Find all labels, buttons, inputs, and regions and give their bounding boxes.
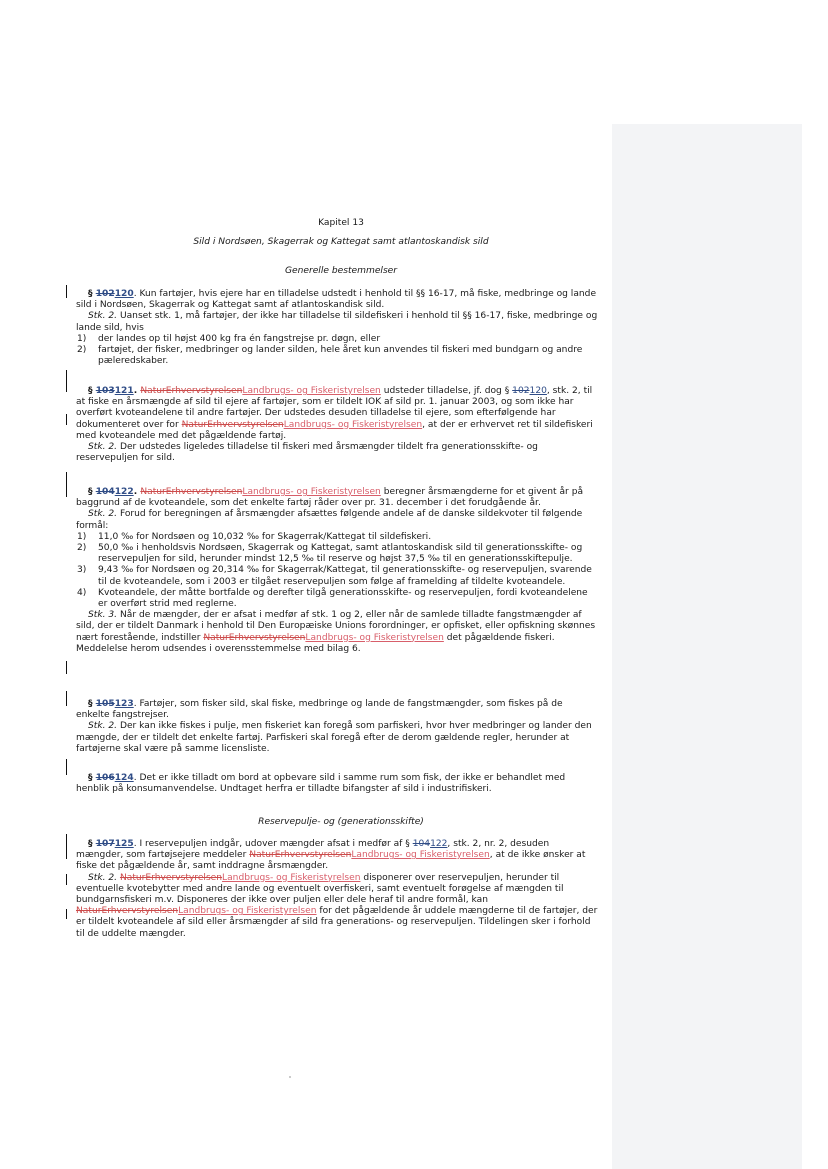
- chapter-subtitle: Sild i Nordsøen, Skagerrak og Kattegat samt atlantoskandisk sild: [193, 237, 489, 247]
- scan-speck: [289, 1076, 291, 1078]
- change-bar: [66, 909, 67, 919]
- list-item: 1) 11,0 ‰ for Nordsøen og 10,032 ‰ for Skagerrak/Kattegat til sildefiskeri.: [77, 531, 432, 542]
- paragraph-121: § 103121. NaturErhvervstyrelsenLandbrugs- og Fiskeristyrelsen udsteder tilladelse, jf. dog § 102120, stk. 2, til at fiske en årsmængde af sild til ejere af fartøjer, som er tildelt IOK af sild pr. 1. januar 2003, og som ikke har overført kvoteandelene til andre fartøjer. Der udstedes desuden tilladelse til ejere, som efterfølgende har dokumenteret over for NaturErhvervstyrelsenLandbrugs- og Fiskeristyrelsen, at der er erhvervet ret til sildefiskeri med kvoteandele med det pågældende fartøj. Stk. 2. Der udstedes ligeledes tilladelse til fiskeri med årsmængder tildelt fra generationsskifte- og reservepuljen for sild.: [76, 386, 593, 464]
- paragraph-120: § 102120. Kun fartøjer, hvis ejere har en tilladelse udstedt i henhold til §§ 16-17, må fiske, medbringe og lande sild i Nordsøen, Skagerrak og Kattegat samt af atlantoskandisk sild. Stk. 2. Uanset stk. 1, må fartøjer, der ikke har tilladelse til sildefiskeri i henhold til §§ 16-17, fiske, medbringe og lande sild, hvis 1) der landes op til højst 400 kg fra én fangstrejse pr. døgn, eller 2) fartøjet, der fisker, medbringer og lander silden, hele året kun anvendes til fiskeri med bundgarn og andre pæleredskaber.: [76, 289, 598, 367]
- change-bar: [66, 661, 67, 674]
- list-item: 3) 9,43 ‰ for Nordsøen og 20,314 ‰ for Skagerrak/Kattegat, til generationsskifte- og reservepuljen, svarende til de kvoteandele, som i 2003 er tilgået reservepuljen som følge af framelding af tildelte kvoteandele.: [77, 565, 592, 587]
- change-bar: [66, 691, 67, 706]
- paragraph-123: § 105123. Fartøjer, som fisker sild, skal fiske, medbringe og lande de fangstmængder, som fiskes på de enkelte fangstrejser. Stk. 2. Der kan ikke fiskes i pulje, men fiskeriet kan foregå som parfiskeri, hvor hver medbringer og lander den mængde, der er tildelt det enkelte fartøj. Parfiskeri skal foregå efter de derom gældende regler, herunder at fartøjerne skal være på samme licensliste.: [76, 699, 592, 754]
- list-item: 2) 50,0 ‰ i henholdsvis Nordsøen, Skagerrak og Kattegat, samt atlantoskandisk sild til generationsskifte- og reservepuljen for sild, herunder mindst 12,5 ‰ til reserve og højst 37,5 ‰ til en generationsskiftepulje.: [77, 543, 583, 565]
- change-bar: [66, 285, 67, 298]
- change-bar: [66, 834, 67, 859]
- exception-list: [76, 334, 598, 368]
- paragraph-124: § 106124. Det er ikke tilladt om bord at opbevare sild i samme rum som fisk, der ikke er behandlet med henblik på konsumanvendelse. Undtaget herfra er tilladte bifangster af sild i industrifiskeri.: [76, 773, 566, 795]
- list-item: 1) der landes op til højst 400 kg fra én fangstrejse pr. døgn, eller: [77, 333, 381, 344]
- chapter-title: Kapitel 13: [318, 218, 364, 228]
- markup-margin-pane: [612, 124, 802, 1169]
- change-bar: [66, 414, 67, 425]
- list-item: 2) fartøjet, der fisker, medbringer og lander silden, hele året kun anvendes til fiskeri med bundgarn og andre pæleredskaber.: [77, 345, 583, 367]
- change-bar: [66, 759, 67, 775]
- paragraph-122: § 104122. NaturErhvervstyrelsenLandbrugs- og Fiskeristyrelsen beregner årsmængderne for et givent år på baggrund af de kvoteandele, som det enkelte fartøj råder over pr. 31. december i det forudgående år. Stk. 2. Forud for beregningen af årsmængder afsættes følgende andele af de danske sildekvoter til følgende formål: 1) 11,0 ‰ for Nordsøen og 10,032 ‰ for Skagerrak/Kattegat til sildefiskeri. 2) 50,0 ‰ i henholdsvis Nordsøen, Skagerrak og Kattegat, samt atlantoskandisk sild til generationsskifte- og reservepuljen for sild, herunder mindst 12,5 ‰ til reserve og højst 37,5 ‰ til en generationsskiftepulje. 3) 9,43 ‰ for Nordsøen og 20,314 ‰ for Skagerrak/Kattegat, til generationsskifte- og reservepuljen, svarende til de kvoteandele, som i 2003 er tilgået reservepuljen som følge af framelding af tildelte kvoteandele. 4) Kvoteandele, der måtte bortfalde og derefter tilgå generationsskifte- og reservepuljen, fordi kvoteandelene er overført strid med reglerne. Stk. 3. Når de mængder, der er afsat i medfør af stk. 1 og 2, eller når de samlede tilladte fangstmængder af sild, der er tildelt Danmark i henhold til Den Europæiske Unions forordninger, er opfisket, eller opfiskning skønnes nært forestående, indstiller NaturErhvervstyrelsenLandbrugs- og Fiskeristyrelsen det pågældende fiskeri. Meddelelse herom udsendes i overensstemmelse med bilag 6.: [76, 487, 598, 655]
- list-item: 4) Kvoteandele, der måtte bortfalde og derefter tilgå generationsskifte- og reservepuljen, fordi kvoteandelene er overført strid med reglerne.: [77, 587, 588, 610]
- paragraph-125: § 107125. I reservepuljen indgår, udover mængder afsat i medfør af § 104122, stk. 2, nr. 2, desuden mængder, som fartøjsejere meddeler NaturErhvervstyrelsenLandbrugs- og Fiskeristyrelsen, at de ikke ønsker at fiske det pågældende år, samt inddragne årsmængder. Stk. 2. NaturErhvervstyrelsenLandbrugs- og Fiskeristyrelsen disponerer over reservepuljen, herunder til eventuelle kvotebytter med andre lande og eventuelt overfiskeri, samt eventuelt forøgelse af mængden til bundgarnsfiskeri m.v. Disponeres der ikke over puljen eller dele heraf til andre formål, kan NaturErhvervstyrelsenLandbrugs- og Fiskeristyrelsen for det pågældende år uddele mængderne til de fartøjer, der er tildelt kvoteandele af sild eller årsmængder af sild fra generations- og reservepuljen. Tildelingen sker i forhold til de uddelte mængder.: [76, 839, 598, 939]
- section-heading-reserve: Reservepulje- og (generationsskifte): [258, 817, 424, 827]
- section-heading-general: Generelle bestemmelser: [284, 266, 398, 276]
- change-bar: [66, 472, 67, 497]
- allocation-list: [76, 532, 598, 610]
- change-bar: [66, 370, 67, 392]
- change-bar: [66, 874, 67, 885]
